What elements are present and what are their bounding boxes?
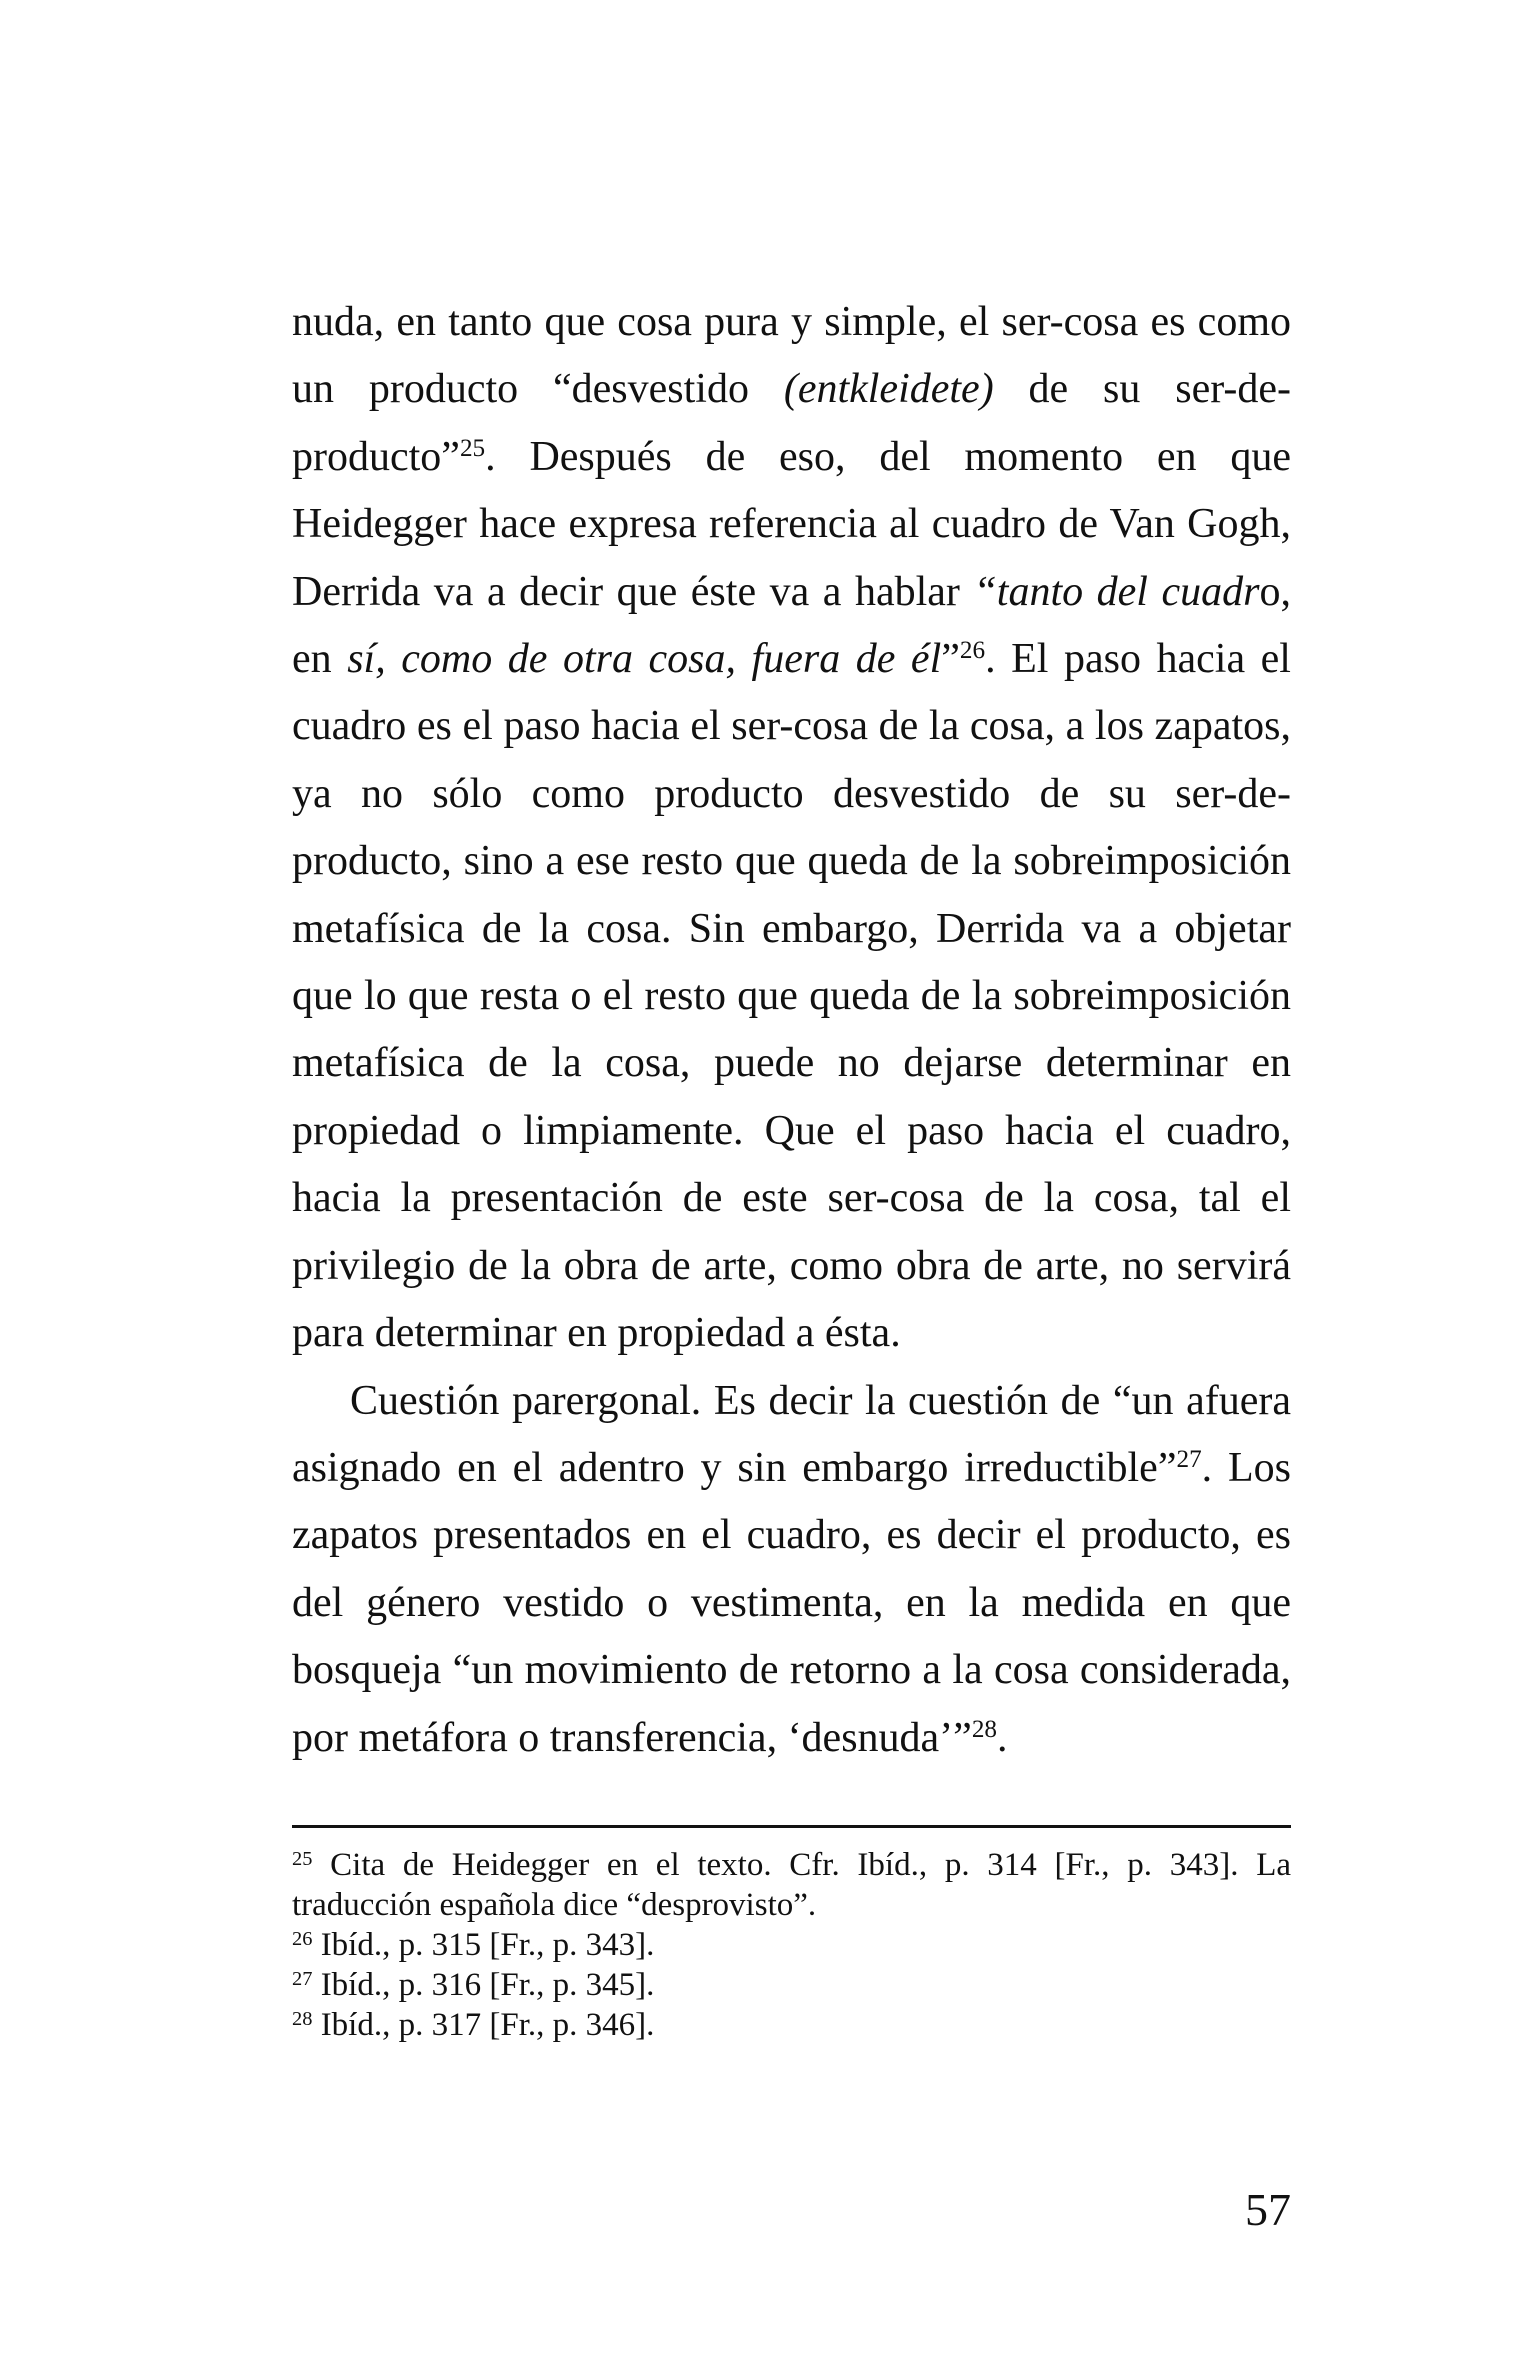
footnote-number: 28 <box>292 2007 313 2030</box>
footnote-number: 27 <box>292 1967 313 1990</box>
paragraph-2 <box>292 1368 1291 1772</box>
footnote-ref-28: 28 <box>971 1715 998 1743</box>
p1-text-2: de su ser-de-producto” <box>292 366 1291 480</box>
p2-text-1: Cuestión parergonal. Es decir la cuestión de “un afuera asignado en el adentro y sin embargo irreductible” <box>292 1377 1291 1491</box>
footnote-text: Cita de Heidegger en el texto. Cfr. Ibíd., p. 314 [Fr., p. 343]. La traducción española dice “desprovisto”. <box>292 1847 1292 1923</box>
page-number: 57 <box>1245 2184 1291 2235</box>
footnotes <box>292 1845 1291 2045</box>
p1-text-4: o, en <box>292 568 1291 683</box>
footnote-ref-27: 27 <box>1176 1446 1202 1474</box>
footnote-25 <box>292 1845 1291 1925</box>
footnote-ref-26: 26 <box>959 637 986 665</box>
footnote-28 <box>292 2005 1291 2045</box>
footnote-text: Ibíd., p. 317 [Fr., p. 346]. <box>320 2007 655 2043</box>
footnote-number: 26 <box>292 1927 313 1950</box>
footnote-ref-25: 25 <box>459 434 486 462</box>
footnote-26 <box>292 1925 1291 1965</box>
footnote-separator <box>292 1825 1291 1828</box>
main-text <box>292 289 1291 1772</box>
p1-text-3: . Después de eso, del momento en que Heidegger hace expresa referencia al cuadro de Van Gogh, Derrida va a decir que éste va a hablar <box>292 433 1291 615</box>
paragraph-1 <box>292 289 1291 1368</box>
footnote-text: Ibíd., p. 315 [Fr., p. 343]. <box>320 1927 655 1963</box>
p1-italic-entkleidete: (entkleidete) <box>783 366 994 413</box>
p1-text-6: . El paso hacia el cuadro es el paso hacia el ser-cosa de la cosa, a los zapatos, ya no sólo como producto desvestido de su ser-de-producto, sino a ese resto que queda de la sobreimposición metafísica de la cosa. Sin embargo, Derrida va a objetar que lo que resta o el resto que queda de la sobreimposición metafísica de la cosa, puede no dejarse determinar en propiedad o limpiamente. Que el paso hacia el cuadro, hacia la presentación de este ser-cosa de la cosa, tal el privilegio de la obra de arte, como obra de arte, no servirá para determinar en propiedad a ésta. <box>292 636 1291 1357</box>
p1-italic-quote-2: sí, como de otra cosa, fuera de él <box>347 636 942 683</box>
p1-text-1: nuda, en tanto que cosa pura y simple, el ser-cosa es como un producto “desvestido <box>292 299 1291 413</box>
p1-italic-quote-1: “tanto del cuadr <box>973 568 1260 615</box>
p2-text-2: . Los zapatos presentados en el cuadro, es decir el producto, es del género vestido o vestimenta, en la medida en que bosqueja “un movimiento de retorno a la cosa considerada, por metáfora o transferencia, ‘desnuda’” <box>292 1444 1291 1761</box>
p1-text-5: ” <box>941 636 960 683</box>
footnote-text: Ibíd., p. 316 [Fr., p. 345]. <box>320 1967 655 2003</box>
footnote-27 <box>292 1965 1291 2005</box>
p2-text-3: . <box>997 1714 1008 1761</box>
footnote-number: 25 <box>292 1847 313 1870</box>
